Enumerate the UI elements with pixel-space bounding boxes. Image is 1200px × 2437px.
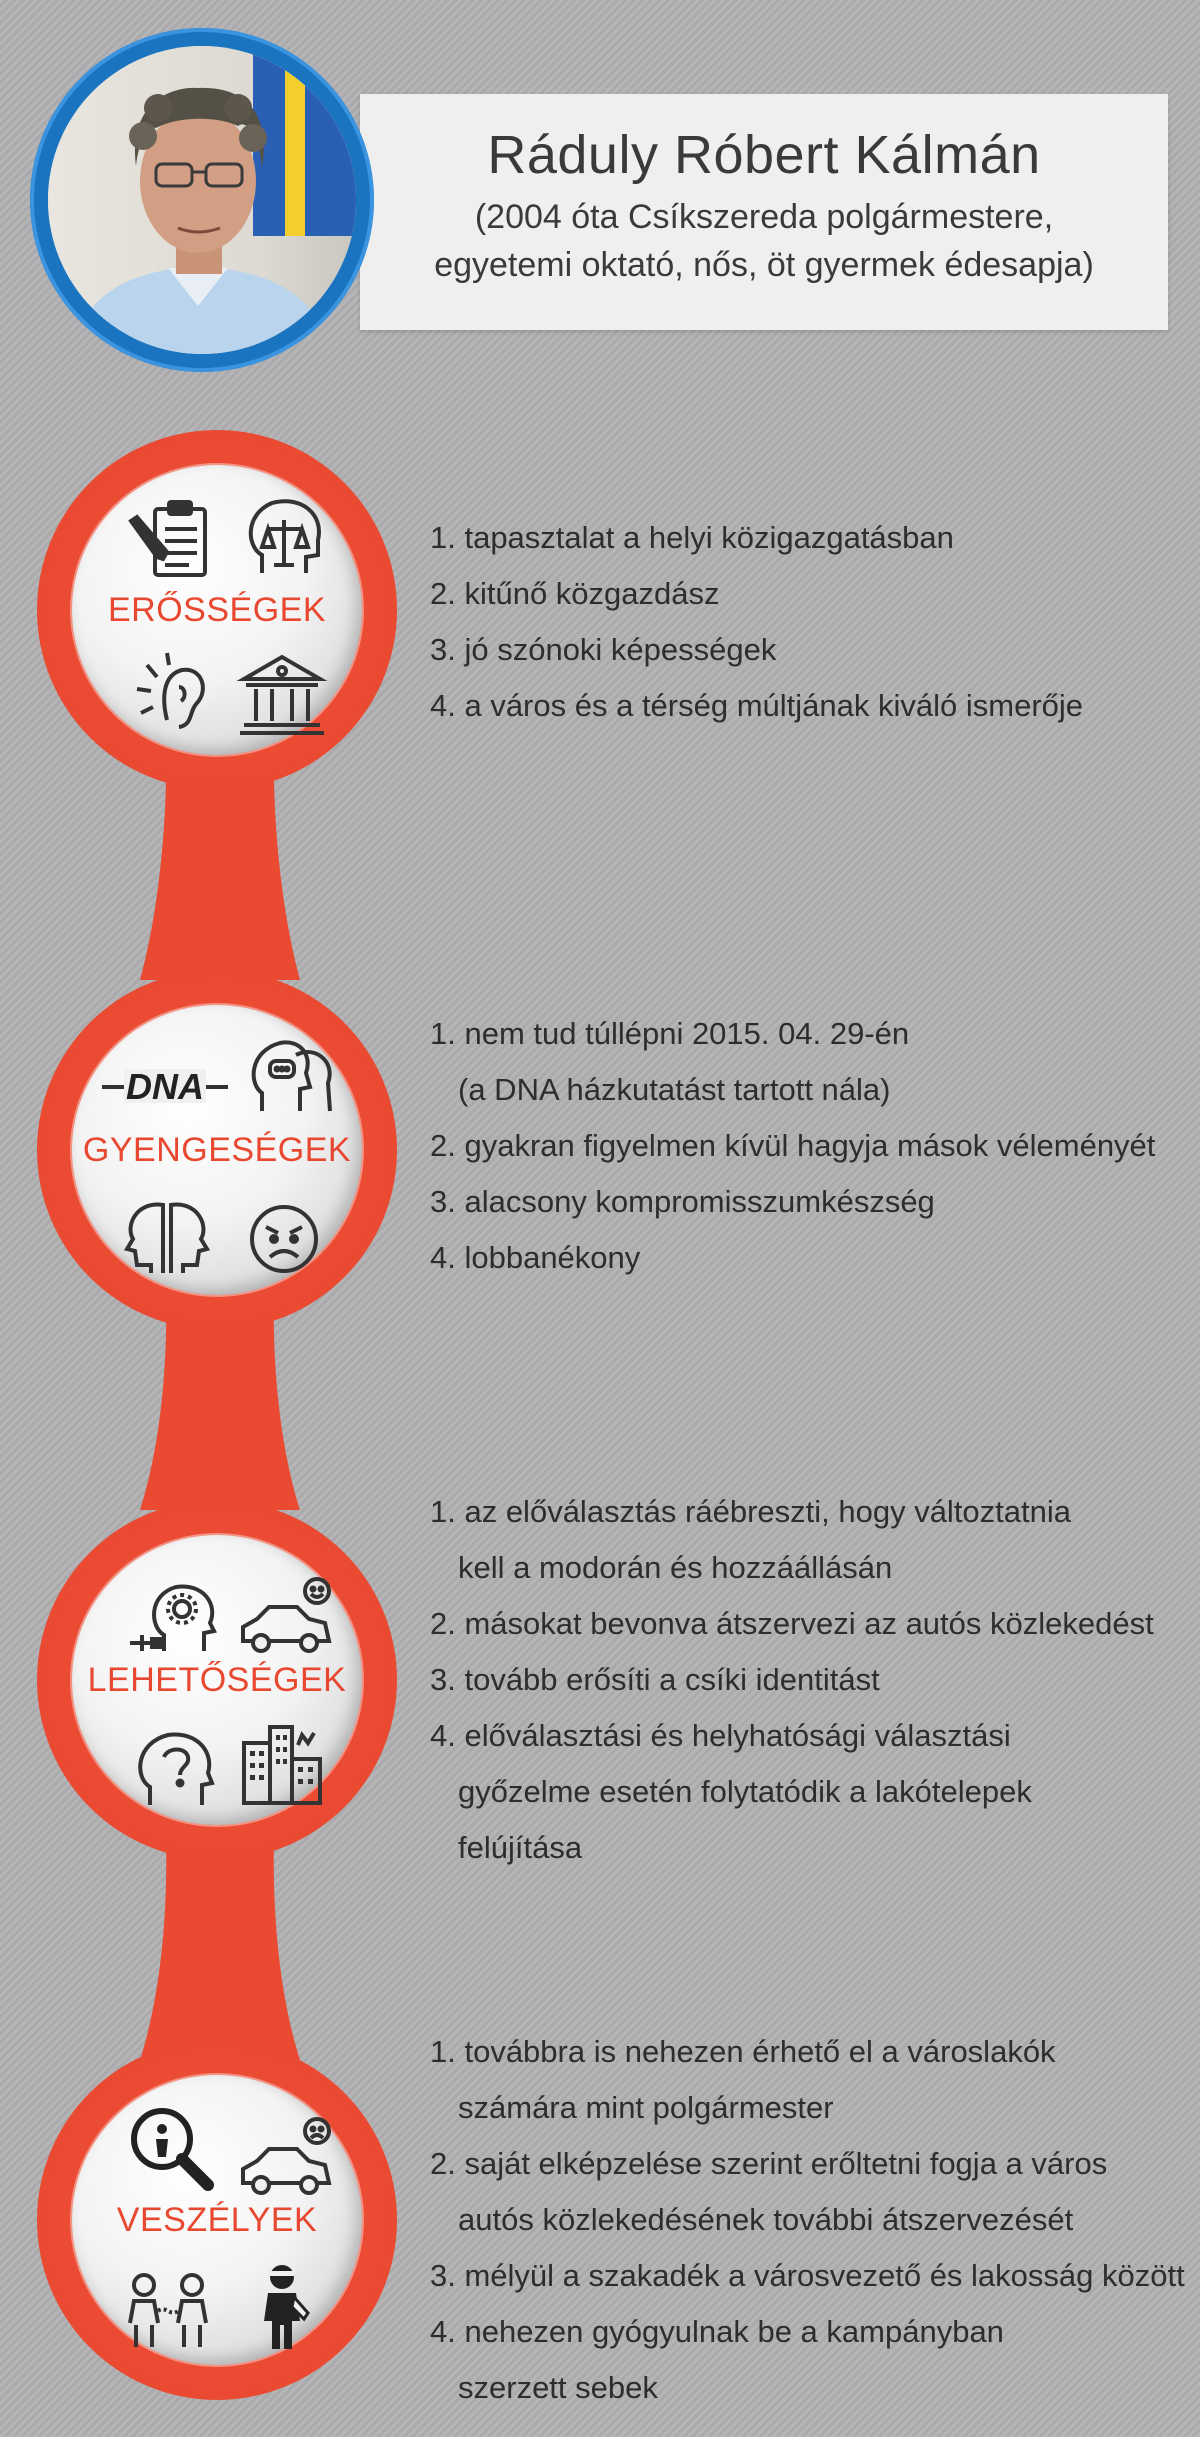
threats-medallion: [37, 2040, 397, 2400]
list-item: 2. kitűnő közgazdász: [430, 576, 720, 611]
list-item: 4. előválasztási és helyhatósági választási győzelme esetén folytatódik a lakótelepek felújítása: [430, 1718, 1032, 1865]
list-item: 1. nem tud túllépni 2015. 04. 29-én (a DNA házkutatást tartott nála): [430, 1016, 910, 1107]
list-item: 4. a város és a térség múltjának kiváló ismerője: [430, 688, 1084, 723]
strengths-list: [430, 510, 1190, 734]
magnifier-person-icon: [120, 2097, 220, 2197]
opposing-heads-icon: [117, 1187, 217, 1287]
list-item: 3. tovább erősíti a csíki identitást: [430, 1662, 880, 1697]
threats-label: VESZÉLYEK: [116, 2201, 318, 2239]
injured-person-icon: [234, 2257, 334, 2357]
justice-head-icon: [232, 485, 332, 585]
head-thinking-icon: [124, 1717, 224, 1817]
angry-face-icon: [234, 1187, 334, 1287]
list-item: 3. alacsony kompromisszumkészség: [430, 1184, 935, 1219]
list-item: 1. továbbra is nehezen érhető el a városlakók számára mint polgármester: [430, 2034, 1056, 2125]
list-item: 1. az előválasztás ráébreszti, hogy változtatnia kell a modorán és hozzáállásán: [430, 1494, 1072, 1585]
institution-building-icon: [232, 645, 332, 745]
dna-logo-text: DNA: [126, 1066, 204, 1107]
list-item: 3. mélyül a szakadék a városvezető és lakosság között: [430, 2258, 1185, 2293]
person-subtitle-line-2: egyetemi oktató, nős, öt gyermek édesapja): [434, 246, 1094, 284]
opportunities-label: LEHETŐSÉGEK: [87, 1661, 347, 1699]
listening-ear-icon: [127, 645, 227, 745]
weaknesses-list: [430, 1006, 1190, 1286]
weaknesses-medallion: [37, 970, 397, 1330]
person-subtitle-line-1: (2004 óta Csíkszereda polgármestere,: [474, 198, 1054, 236]
list-item: 2. másokat bevonva átszervezi az autós közlekedést: [430, 1606, 1154, 1641]
list-item: 4. nehezen gyógyulnak be a kampányban szerzett sebek: [430, 2314, 1004, 2405]
weaknesses-disc: [72, 1005, 362, 1295]
opportunities-medallion: [37, 1500, 397, 1860]
list-item: 1. tapasztalat a helyi közigazgatásban: [430, 520, 954, 555]
threats-list: [430, 2024, 1190, 2416]
weaknesses-label: GYENGESÉGEK: [82, 1131, 352, 1169]
city-buildings-icon: [232, 1715, 332, 1815]
list-item: 2. gyakran figyelmen kívül hagyja mások véleményét: [430, 1128, 1156, 1163]
portrait-frame: [30, 28, 374, 372]
chatting-heads-icon: [240, 1025, 340, 1125]
divided-people-icon: [120, 2259, 220, 2359]
brain-plug-icon: [124, 1565, 224, 1665]
opportunities-disc: [72, 1535, 362, 1825]
list-item: 2. saját elképzelése szerint erőltetni fogja a város autós közlekedésének további átszervezését: [430, 2146, 1108, 2237]
portrait-photo: [48, 46, 356, 354]
list-item: 4. lobbanékony: [430, 1240, 641, 1275]
strengths-disc: [72, 465, 362, 755]
list-item: 3. jó szónoki képességek: [430, 632, 777, 667]
threats-disc: [72, 2075, 362, 2365]
person-name: Ráduly Róbert Kálmán: [487, 125, 1041, 185]
strengths-label: ERŐSSÉGEK: [107, 591, 326, 629]
happy-car-icon: [237, 1569, 337, 1669]
strengths-medallion: [37, 430, 397, 790]
dna-logo-icon: [100, 1035, 230, 1135]
header-title-box: [360, 94, 1168, 330]
sad-car-icon: [237, 2111, 337, 2211]
opportunities-list: [430, 1484, 1190, 1876]
clipboard-icon: [127, 487, 227, 587]
